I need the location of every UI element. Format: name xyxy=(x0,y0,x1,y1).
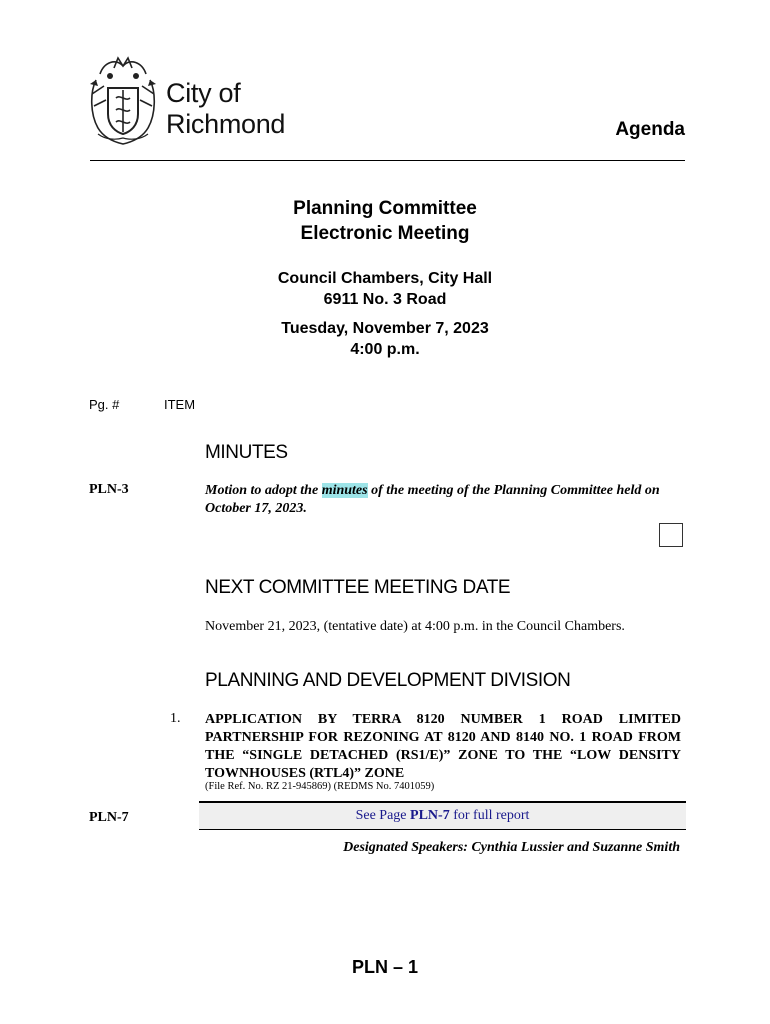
item-number: 1. xyxy=(170,711,181,726)
meeting-venue: Council Chambers, City Hall xyxy=(277,270,493,287)
next-meeting-text: November 21, 2023, (tentative date) at 4:00 p.m. in the Council Chambers. xyxy=(205,619,625,634)
org-name-line2: Richmond xyxy=(166,109,286,139)
item-file-reference: (File Ref. No. RZ 21-945869) (REDMS No. 7401059) xyxy=(205,781,435,792)
page-number-footer: PLN – 1 xyxy=(351,957,419,977)
meeting-date: Tuesday, November 7, 2023 xyxy=(281,320,489,337)
report-link-page: PLN-7 xyxy=(410,808,450,823)
document-type: Agenda xyxy=(615,119,685,140)
report-link-prefix: See Page xyxy=(355,808,411,823)
item-title: APPLICATION BY TERRA 8120 NUMBER 1 ROAD LIMITED PARTNERSHIP FOR REZONING AT 8120 AND 8140 NO. 1 ROAD FROM THE “SINGLE DETACHED (RS1/E)” ZONE TO THE “LOW DENSITY TOWNHOUSES (RTL4)” ZONE xyxy=(205,712,681,781)
section-heading-next-meeting: NEXT COMMITTEE MEETING DATE xyxy=(205,577,511,598)
header-divider xyxy=(90,160,685,161)
minutes-motion xyxy=(205,482,685,518)
organization-name xyxy=(166,78,285,140)
full-report-link[interactable] xyxy=(199,808,686,824)
column-header-item: ITEM xyxy=(164,397,196,412)
column-header-page: Pg. # xyxy=(89,397,120,412)
section-heading-planning: PLANNING AND DEVELOPMENT DIVISION xyxy=(205,670,571,691)
page-ref-item-1: PLN-7 xyxy=(89,810,129,825)
org-name-line1: City of xyxy=(166,78,241,108)
highlighted-minutes-link[interactable]: minutes xyxy=(321,483,368,498)
motion-text-end: of the meeting of the Planning Committee held on October 17, 2023. xyxy=(205,483,660,516)
report-link-suffix: for full report xyxy=(449,808,530,823)
section-heading-minutes: MINUTES xyxy=(205,442,288,463)
meeting-address: 6911 No. 3 Road xyxy=(323,291,447,308)
motion-text-start: Motion to adopt the xyxy=(205,483,322,498)
minutes-checkbox[interactable] xyxy=(659,523,683,547)
designated-speakers: Designated Speakers: Cynthia Lussier and Suzanne Smith xyxy=(343,840,680,855)
meeting-time: 4:00 p.m. xyxy=(350,341,420,358)
page-ref-minutes: PLN-3 xyxy=(89,482,129,497)
city-crest-logo xyxy=(86,54,160,146)
meeting-format: Electronic Meeting xyxy=(300,223,470,244)
committee-title: Planning Committee xyxy=(293,198,477,219)
